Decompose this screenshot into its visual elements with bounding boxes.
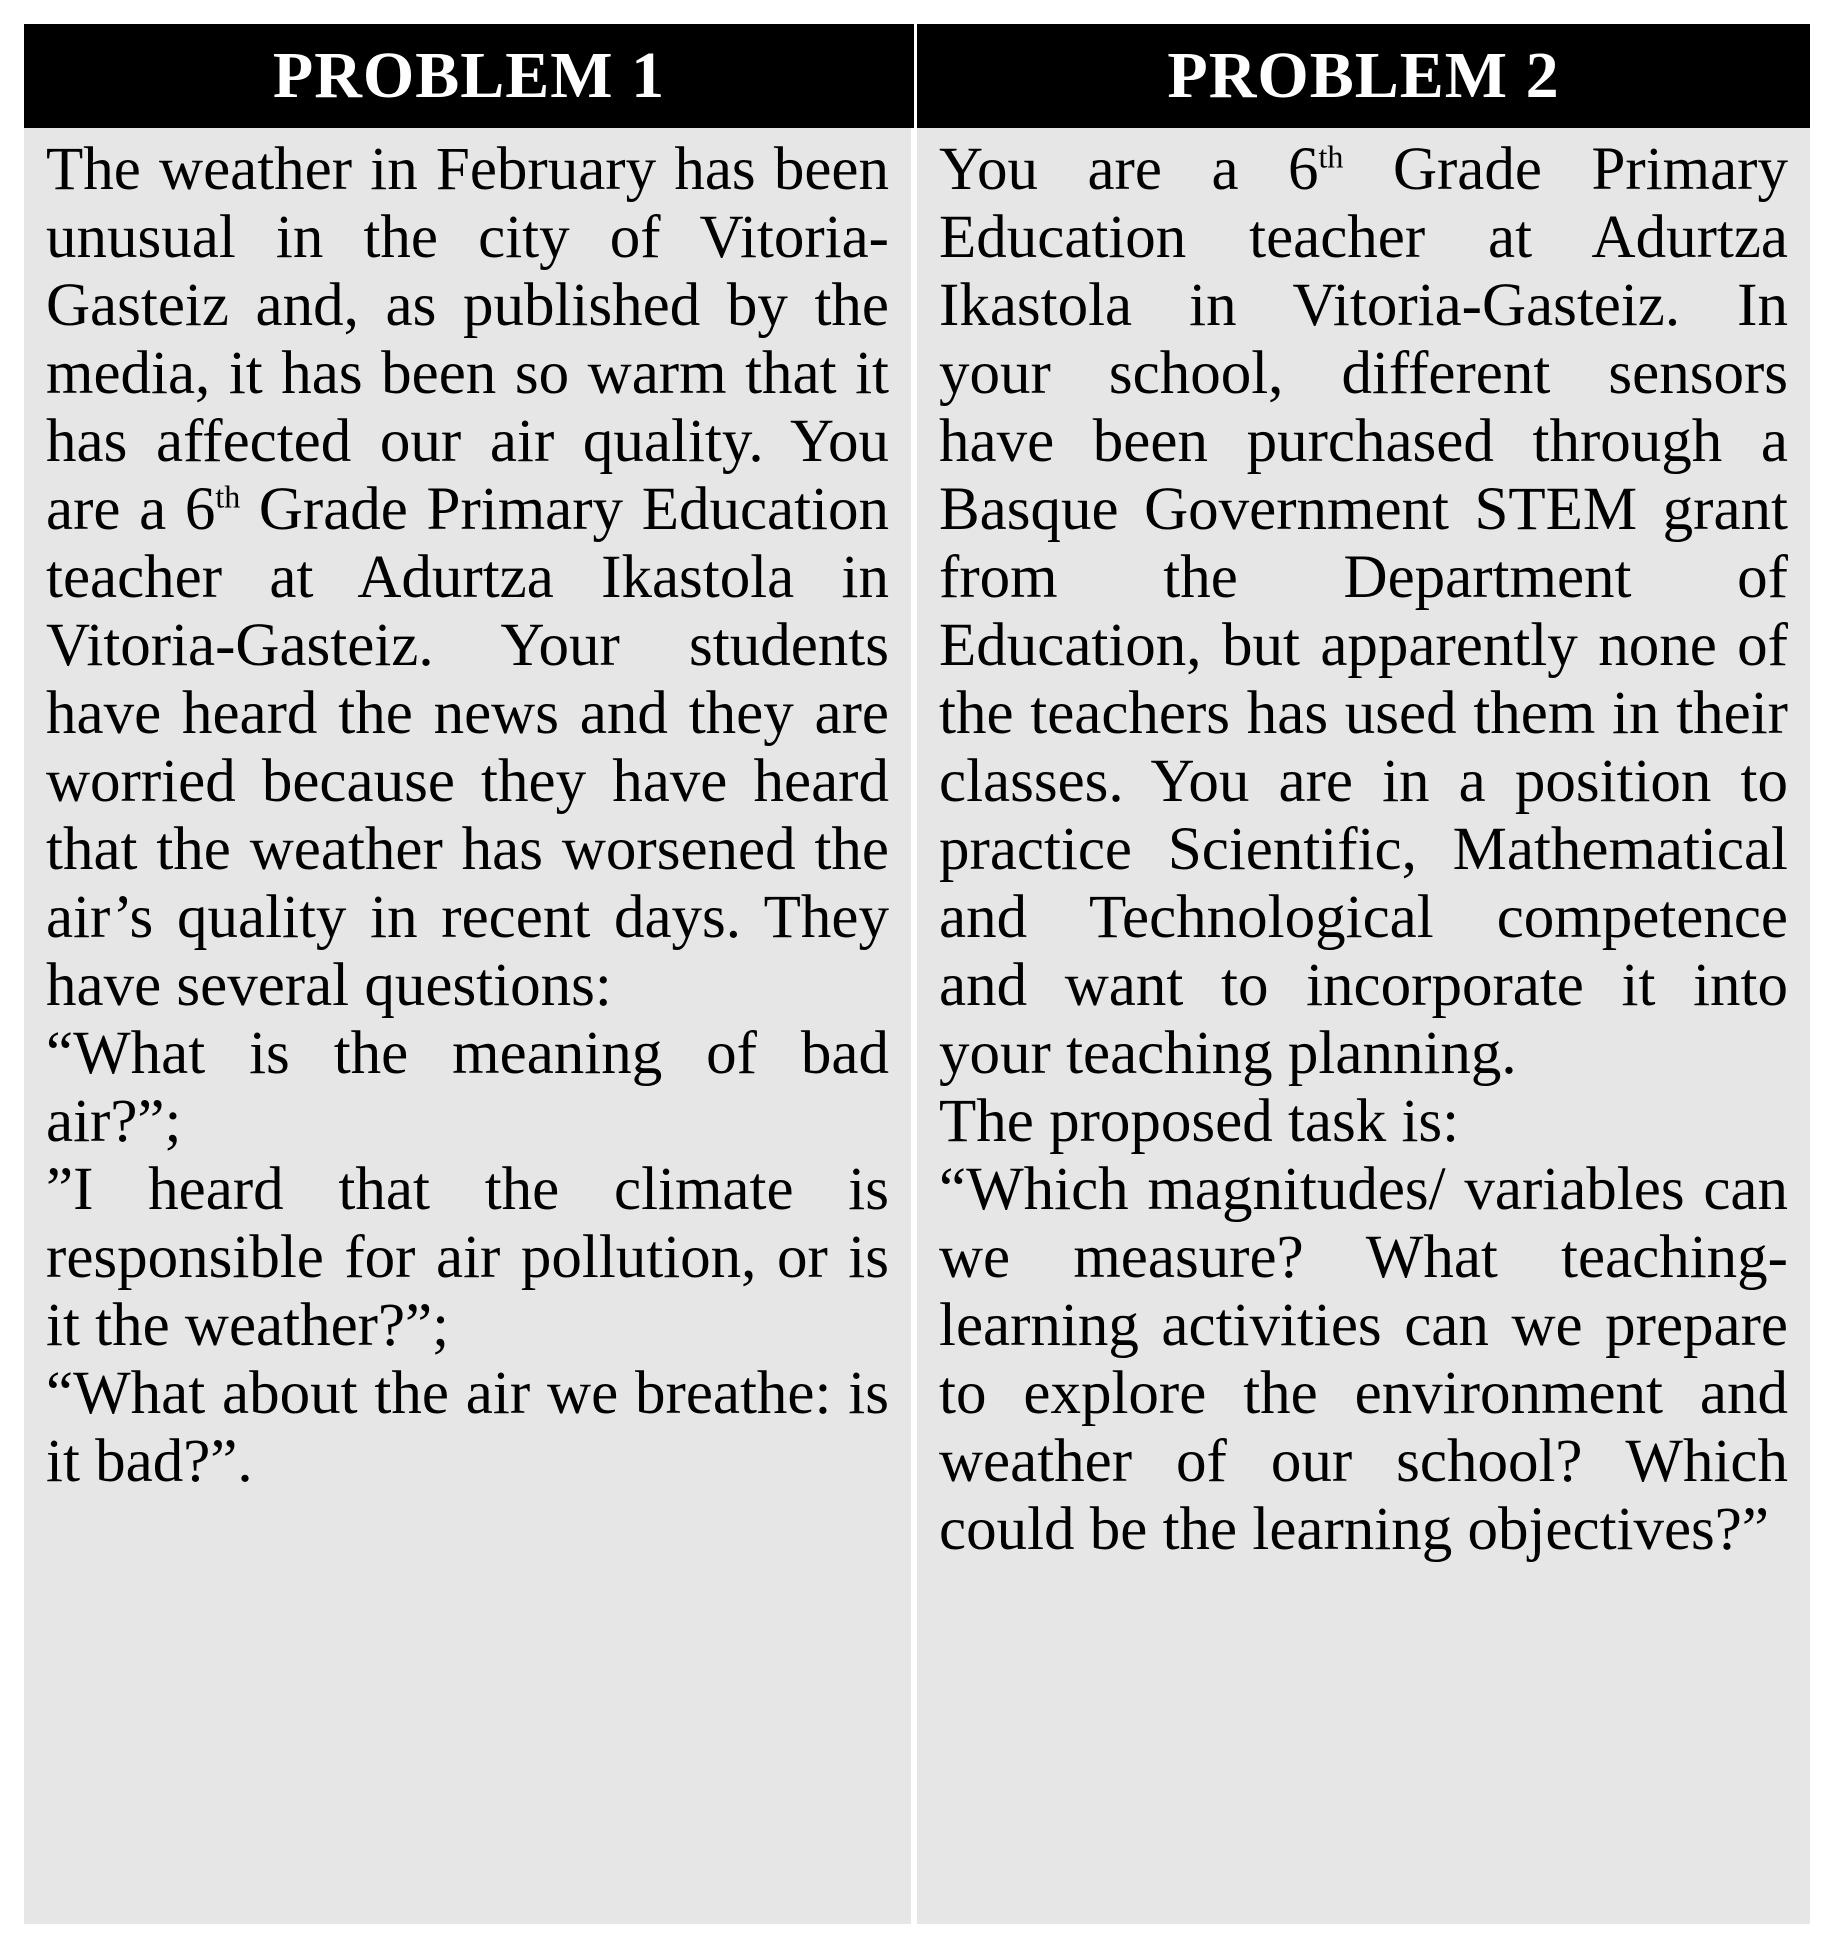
problem-2-task-line: The proposed task is: <box>939 1088 1460 1155</box>
problem-1-heading: PROBLEM 1 <box>24 24 917 128</box>
ordinal-suffix: th <box>215 478 241 515</box>
problem-2-intro: You are a 6th Grade Primary Education teacher at Adurtza Ikastola in Vitoria-Gasteiz. In your school, different sensors have been purchased through a Basque Government STEM grant from the Department of Education, but apparently none of the teachers has used them in their classes. You are in a position to practice Scientific, Mathematical and Technological competence and want to incorporate it into your teaching planning. <box>939 136 1788 1087</box>
problem-1-intro: The weather in February has been unusual in the city of Vitoria-Gasteiz and, as published by the media, it has been so warm that it has affected our air quality. You are a 6th Grade Primary Education teacher at Adurtza Ikastola in Vitoria-Gasteiz. Your students have heard the news and they are worried because they have heard that the weather has worsened the air’s quality in recent days. They have several questions: <box>46 136 889 1019</box>
problems-table <box>24 24 1810 1924</box>
problem-2-heading: PROBLEM 2 <box>917 24 1810 128</box>
problem-1-body <box>24 128 917 1924</box>
problem-1-question-1: “What is the meaning of bad air?”; <box>46 1020 889 1155</box>
problem-2-task-questions: “Which magnitudes/ variables can we measure? What teaching-learning activities can we prepare to explore the environment and weather of our school? Which could be the learning objectives?” <box>939 1156 1788 1563</box>
problem-2-body <box>917 128 1810 1924</box>
problem-1-question-2: ”I heard that the climate is responsible for air pollution, or is it the weather?”; <box>46 1156 889 1359</box>
ordinal-suffix: th <box>1318 138 1344 175</box>
problem-1-question-3: “What about the air we breathe: is it bad?”. <box>46 1360 889 1495</box>
